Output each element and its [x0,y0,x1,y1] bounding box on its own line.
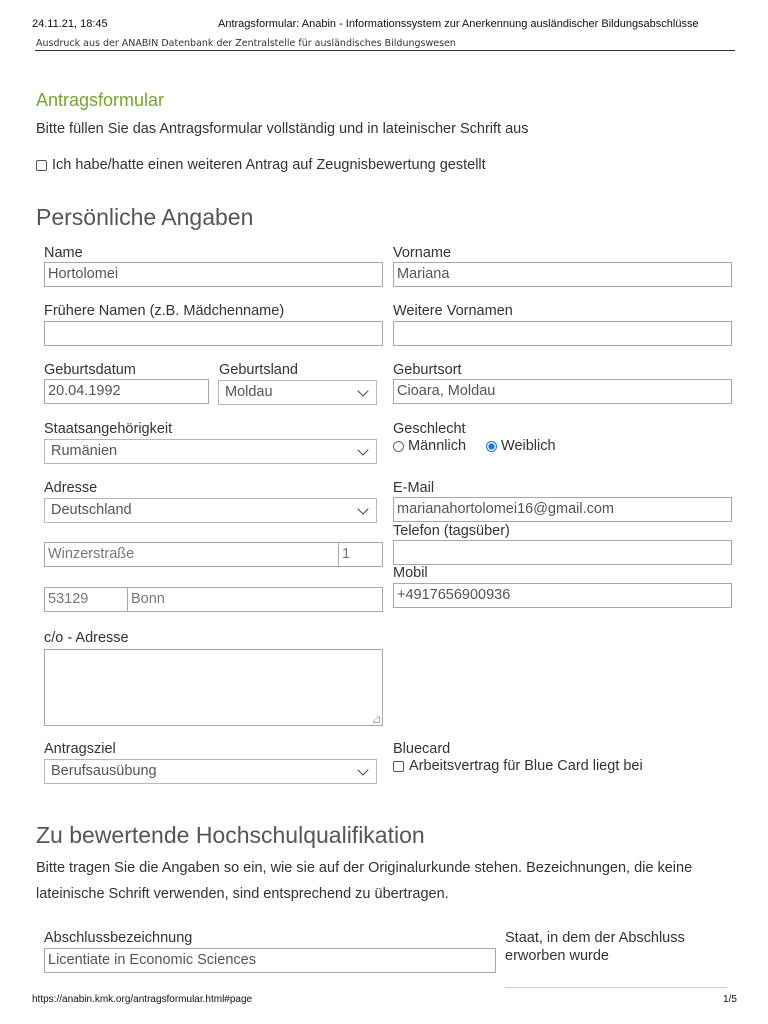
bluecard-checkbox-row[interactable] [393,758,643,774]
fruehere-namen-label: Frühere Namen (z.B. Mädchenname) [44,303,285,319]
bluecard-checkbox[interactable] [393,761,404,772]
print-datetime: 24.11.21, 18:45 [32,18,108,30]
radio-weiblich[interactable] [486,441,497,452]
geschlecht-label: Geschlecht [393,421,466,437]
abschluss-label: Abschlussbezeichnung [44,930,193,946]
radio-maennlich[interactable] [393,441,404,452]
form-intro: Bitte füllen Sie das Antragsformular vollständig und in lateinischer Schrift aus [36,121,529,137]
section-title-personal: Persönliche Angaben [36,204,254,230]
adresse-country-select[interactable] [44,498,377,523]
name-input[interactable]: Hortolomei [44,262,383,287]
name-label: Name [44,245,83,261]
print-footer-url: https://anabin.kmk.org/antragsformular.html#page [32,994,253,1005]
section-title-qualification: Zu bewertende Hochschulqualifikation [36,822,425,848]
antragsziel-select[interactable] [44,759,377,784]
staatsangehoerigkeit-select[interactable] [44,439,377,464]
qualification-intro-line1: Bitte tragen Sie die Angaben so ein, wie sie auf der Originalurkunde stehen. Bezeichnungen, die keine [36,860,693,876]
staat-input-edge[interactable] [505,987,727,988]
prior-application-label: Ich habe/hatte einen weiteren Antrag auf Zeugnisbewertung gestellt [52,157,486,173]
staatsangehoerigkeit-label: Staatsangehörigkeit [44,421,173,437]
geburtsdatum-input[interactable]: 20.04.1992 [44,379,209,404]
radio-maennlich-label: Männlich [408,438,467,454]
co-adresse-label: c/o - Adresse [44,630,129,646]
antragsziel-label: Antragsziel [44,741,116,757]
antragsziel-value: Berufsausübung [51,763,157,779]
geburtsland-value: Moldau [225,384,273,400]
print-subtitle: Ausdruck aus der ANABIN Datenbank der Zentralstelle für ausländisches Bildungswesen [36,38,456,49]
geburtsort-label: Geburtsort [393,362,462,378]
prior-application-checkbox-row[interactable] [36,157,486,173]
vorname-label: Vorname [393,245,452,261]
city-input[interactable]: Bonn [127,587,383,612]
form-title: Antragsformular [36,90,165,110]
mobil-label: Mobil [393,565,428,581]
bluecard-checkbox-label: Arbeitsvertrag für Blue Card liegt bei [409,758,643,774]
chevron-down-icon [357,444,368,455]
telefon-label: Telefon (tagsüber) [393,523,510,539]
mobil-input[interactable]: +4917656900936 [393,583,732,608]
geburtsdatum-label: Geburtsdatum [44,362,136,378]
staat-label-line2: erworben wurde [505,948,609,964]
vorname-input[interactable]: Mariana [393,262,732,287]
print-footer-page: 1/5 [723,994,737,1005]
adresse-country-value: Deutschland [51,502,132,518]
chevron-down-icon [357,503,368,514]
street-input[interactable]: Winzerstraße [44,542,339,567]
geburtsland-select[interactable] [218,380,377,405]
geburtsort-input[interactable]: Cioara, Moldau [393,379,732,404]
adresse-label: Adresse [44,480,98,496]
qualification-intro-line2: lateinische Schrift verwenden, sind entsprechend zu übertragen. [36,886,449,902]
chevron-down-icon [357,764,368,775]
radio-weiblich-label: Weiblich [501,438,556,454]
zip-input[interactable]: 53129 [44,587,128,612]
email-input[interactable]: marianahortolomei16@gmail.com [393,497,732,522]
house-number-input[interactable]: 1 [338,542,383,567]
email-label: E-Mail [393,480,435,496]
chevron-down-icon [357,385,368,396]
prior-application-checkbox[interactable] [36,160,47,171]
geburtsland-label: Geburtsland [219,362,298,378]
print-page-title: Antragsformular: Anabin - Informationssystem zur Anerkennung ausländischer Bildungsabschlüsse [218,18,699,30]
weitere-vornamen-input[interactable] [393,321,732,346]
abschluss-input[interactable]: Licentiate in Economic Sciences [44,948,496,973]
weitere-vornamen-label: Weitere Vornamen [393,303,513,319]
fruehere-namen-input[interactable] [44,321,383,346]
staat-label-line1: Staat, in dem der Abschluss [505,930,685,946]
bluecard-label: Bluecard [393,741,451,757]
staatsangehoerigkeit-value: Rumänien [51,443,118,459]
resize-handle-icon[interactable] [373,716,380,723]
header-divider [35,50,735,51]
telefon-input[interactable] [393,540,732,565]
co-adresse-textarea[interactable] [44,649,383,726]
geschlecht-radio-group [393,438,556,454]
